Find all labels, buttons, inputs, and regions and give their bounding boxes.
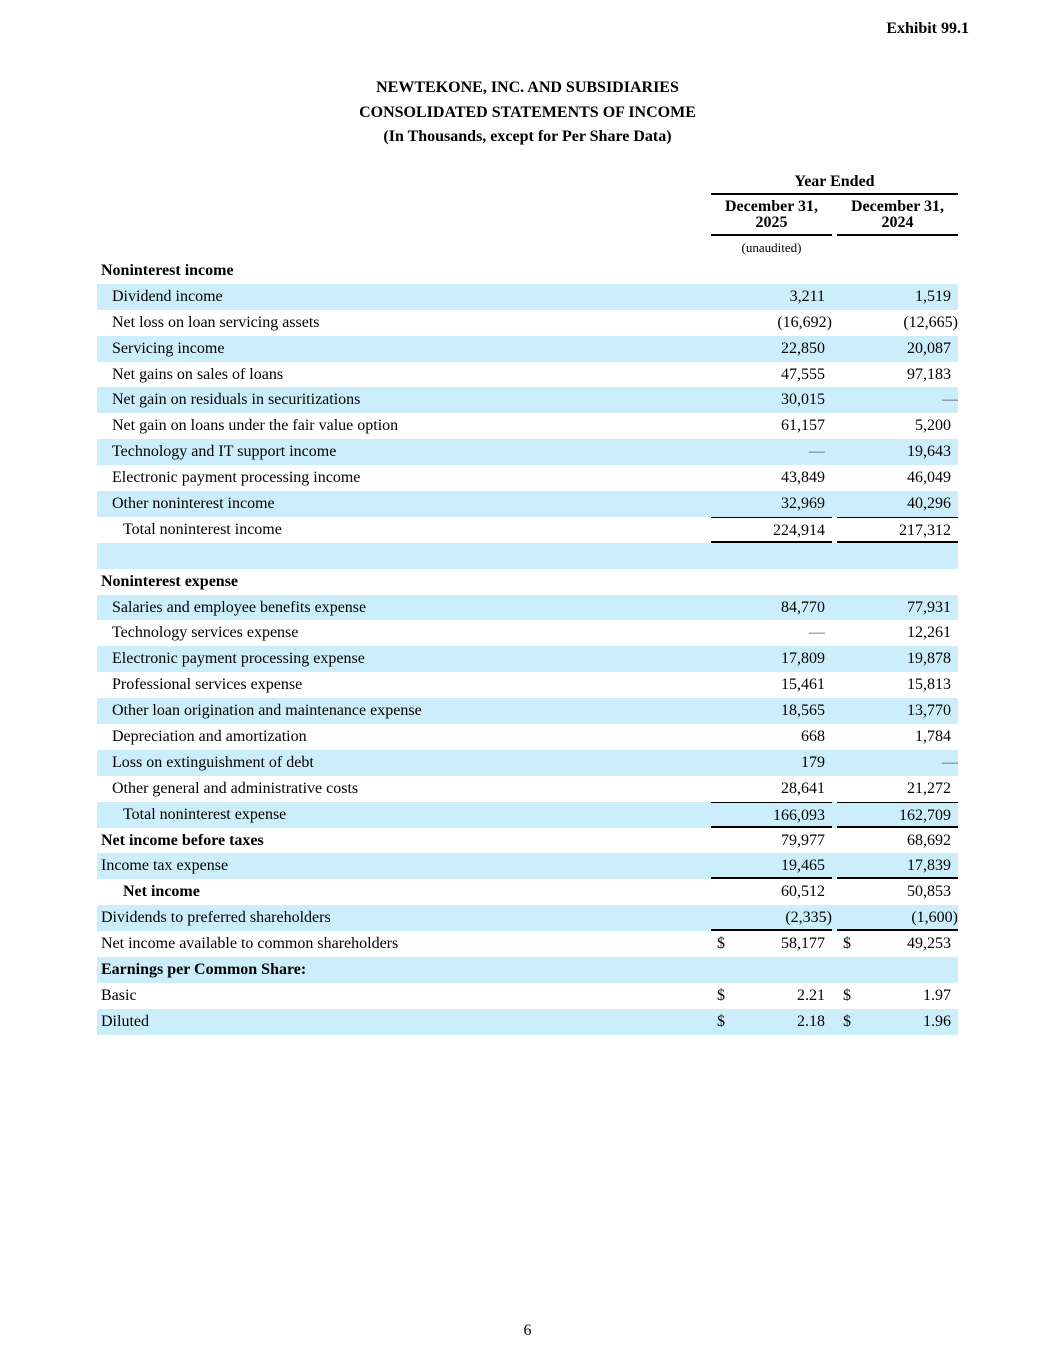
row-label: Net income before taxes: [101, 831, 264, 849]
row-label: Salaries and employee benefits expense: [112, 598, 367, 616]
value-2024: 49,253: [907, 935, 951, 953]
row-label: Earnings per Common Share:: [101, 961, 307, 979]
value-2024: 162,709: [899, 806, 951, 824]
value-2025: 60,512: [781, 883, 825, 901]
value-2024: 97,183: [907, 365, 951, 383]
row-label: Professional services expense: [112, 676, 303, 694]
row-label: Noninterest income: [101, 262, 234, 279]
row-label: Technology services expense: [112, 624, 299, 642]
table-row: [97, 491, 958, 517]
value-2024: —: [942, 753, 958, 771]
currency-symbol: $: [843, 986, 851, 1004]
value-2025: 28,641: [781, 779, 825, 797]
value-2025: —: [809, 624, 825, 642]
value-2025: 2.18: [797, 1012, 825, 1030]
row-label: Electronic payment processing expense: [112, 650, 365, 668]
value-2025: 19,465: [781, 857, 825, 875]
table-row: [97, 931, 958, 957]
currency-symbol: $: [717, 986, 725, 1004]
value-2024: 46,049: [907, 469, 951, 487]
currency-symbol: $: [843, 935, 851, 953]
value-2025: (2,335): [785, 909, 832, 927]
row-label: Electronic payment processing income: [112, 469, 361, 487]
value-2024: 19,878: [907, 650, 951, 668]
row-label: Loss on extinguishment of debt: [112, 753, 314, 771]
value-2024: (1,600): [911, 909, 958, 927]
column-header-2024: [837, 199, 958, 236]
value-2025: 166,093: [773, 806, 825, 824]
column-header-2024-line1: December 31,: [851, 198, 944, 215]
value-2024: 1.97: [923, 986, 951, 1004]
column-header-2025-line1: December 31,: [725, 198, 818, 215]
currency-symbol: $: [843, 1012, 851, 1030]
spacer-row: [97, 543, 958, 569]
section-header-eps: [97, 957, 958, 983]
income-statement-table: [97, 258, 958, 1035]
value-2024: 1,519: [915, 287, 951, 305]
value-2025: 668: [801, 728, 825, 746]
row-label: Net income: [123, 883, 200, 901]
table-row: [97, 439, 958, 465]
row-label: Other loan origination and maintenance expense: [112, 702, 422, 720]
table-row: [97, 284, 958, 310]
unaudited-note: (unaudited): [741, 240, 802, 255]
table-row: [97, 413, 958, 439]
value-2025: 30,015: [781, 391, 825, 409]
page-number: 6: [523, 1322, 532, 1339]
row-label: Net income available to common shareholders: [101, 935, 399, 953]
value-2024: 5,200: [915, 417, 951, 435]
column-header-2025: [711, 199, 832, 236]
table-row: [97, 620, 958, 646]
table-row: [97, 1009, 958, 1035]
table-row: [97, 905, 958, 931]
value-2025: 15,461: [781, 676, 825, 694]
row-label: Servicing income: [112, 339, 225, 357]
row-label: Net gain on loans under the fair value option: [112, 417, 399, 435]
section-header-noninterest-expense: [97, 569, 958, 595]
value-2024: 1.96: [923, 1012, 951, 1030]
value-2024: 77,931: [907, 598, 951, 616]
row-label: Dividends to preferred shareholders: [101, 909, 331, 927]
value-2025: 17,809: [781, 650, 825, 668]
value-2024: 68,692: [907, 831, 951, 849]
value-2024: (12,665): [903, 313, 958, 331]
period-label: Year Ended: [711, 171, 958, 195]
table-row: [97, 465, 958, 491]
value-2024: 19,643: [907, 443, 951, 461]
row-label: Net gain on residuals in securitizations: [112, 391, 361, 409]
row-label: Noninterest expense: [101, 572, 239, 590]
value-2024: 1,784: [915, 728, 951, 746]
row-label: Other noninterest income: [112, 495, 275, 513]
table-row: [97, 310, 958, 336]
value-2025: 47,555: [781, 365, 825, 383]
row-label: Total noninterest expense: [123, 805, 287, 823]
column-header-2024-line2: 2024: [881, 214, 914, 231]
total-row: [97, 517, 958, 543]
table-row: [97, 698, 958, 724]
table-row: [97, 336, 958, 362]
currency-symbol: $: [717, 935, 725, 953]
value-2025: 3,211: [789, 287, 825, 305]
row-label: Dividend income: [112, 287, 223, 305]
table-row: [97, 879, 958, 905]
table-row: [97, 776, 958, 802]
row-label: Net gains on sales of loans: [112, 365, 284, 383]
table-row: [97, 387, 958, 413]
value-2025: 61,157: [781, 417, 825, 435]
row-label: Diluted: [101, 1012, 149, 1030]
value-2024: 20,087: [907, 339, 951, 357]
value-2025: 58,177: [781, 935, 825, 953]
section-header-noninterest-income: [97, 258, 958, 284]
value-2024: —: [942, 391, 958, 409]
value-2024: 21,272: [907, 779, 951, 797]
statement-title: CONSOLIDATED STATEMENTS OF INCOME: [359, 103, 696, 121]
value-2025: 79,977: [781, 831, 825, 849]
value-2025: 179: [801, 753, 825, 771]
value-2025: 18,565: [781, 702, 825, 720]
value-2024: 217,312: [899, 521, 951, 539]
row-label: Net loss on loan servicing assets: [112, 313, 320, 331]
statement-units: (In Thousands, except for Per Share Data): [383, 128, 672, 145]
value-2025: 32,969: [781, 495, 825, 513]
table-row: [97, 983, 958, 1009]
value-2025: 2.21: [797, 986, 825, 1004]
table-row: [97, 595, 958, 621]
row-label: Other general and administrative costs: [112, 779, 359, 797]
value-2025: 84,770: [781, 598, 825, 616]
row-label: Income tax expense: [101, 857, 229, 875]
exhibit-label: Exhibit 99.1: [886, 20, 969, 37]
table-row: [97, 853, 958, 879]
table-row: [97, 672, 958, 698]
value-2024: 17,839: [907, 857, 951, 875]
column-header-2025-line2: 2025: [755, 214, 788, 231]
value-2025: 224,914: [773, 521, 825, 539]
value-2025: 43,849: [781, 469, 825, 487]
value-2024: 13,770: [907, 702, 951, 720]
table-row: [97, 828, 958, 854]
table-row: [97, 750, 958, 776]
table-row: [97, 646, 958, 672]
value-2024: 40,296: [907, 495, 951, 513]
value-2024: 12,261: [907, 624, 951, 642]
table-row: [97, 724, 958, 750]
value-2025: 22,850: [781, 339, 825, 357]
table-row: [97, 362, 958, 388]
currency-symbol: $: [717, 1012, 725, 1030]
row-label: Total noninterest income: [123, 520, 282, 538]
statement-header: [0, 76, 1055, 150]
company-name: NEWTEKONE, INC. AND SUBSIDIARIES: [376, 79, 679, 96]
value-2025: (16,692): [777, 313, 832, 331]
value-2024: 15,813: [907, 676, 951, 694]
value-2024: 50,853: [907, 883, 951, 901]
row-label: Technology and IT support income: [112, 443, 337, 461]
row-label: Depreciation and amortization: [112, 728, 307, 746]
total-row: [97, 802, 958, 828]
row-label: Basic: [101, 986, 137, 1004]
value-2025: —: [809, 443, 825, 461]
